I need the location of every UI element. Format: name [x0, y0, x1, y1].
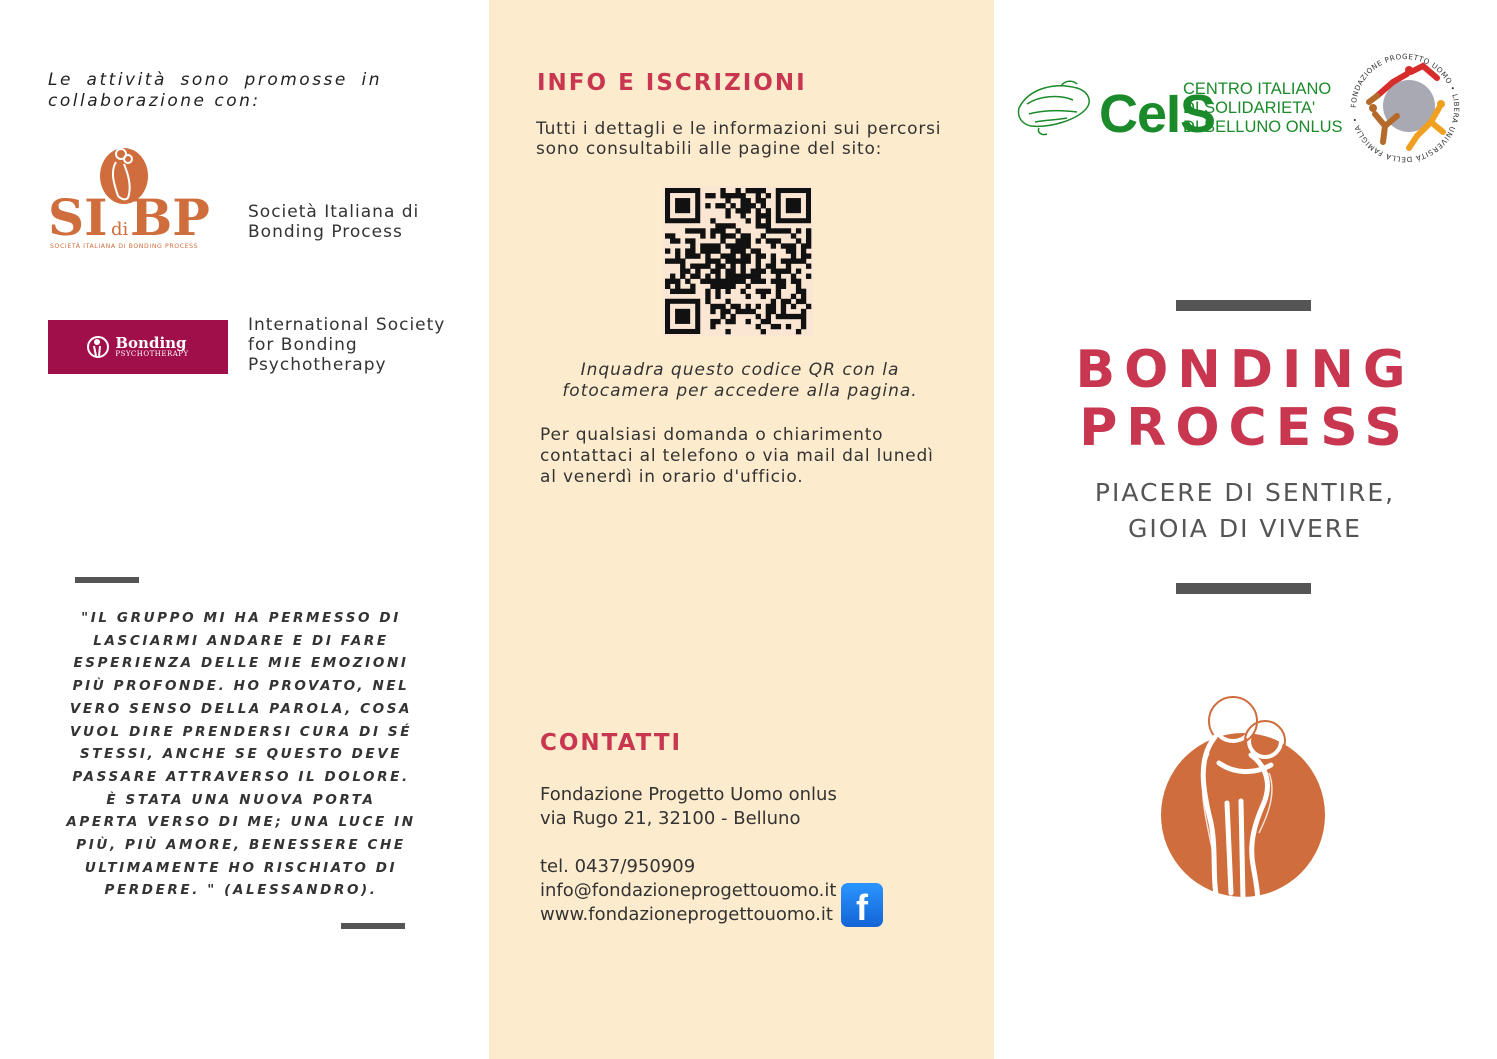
- left-panel: [0, 0, 489, 1059]
- svg-text:CeIS: CeIS: [1099, 84, 1216, 144]
- cels-logo: [1015, 74, 1343, 144]
- qr-code-image: [663, 186, 813, 336]
- subtitle-line2: GIOIA DI VIVERE: [1128, 514, 1362, 543]
- svg-text:SI: SI: [48, 188, 108, 247]
- bonding-mark-icon: [87, 334, 109, 360]
- quote-bottom-dash: [341, 923, 405, 929]
- title-top-bar: [1176, 300, 1311, 311]
- main-title-line1: BONDING: [1075, 340, 1415, 400]
- quote-top-dash: [75, 577, 139, 583]
- svg-text:SOCIETÀ ITALIANA DI BONDING PR: SOCIETÀ ITALIANA DI BONDING PROCESS: [50, 243, 199, 250]
- main-title-line2: PROCESS: [1079, 398, 1411, 458]
- qr-code[interactable]: [663, 186, 813, 336]
- facebook-icon[interactable]: [841, 883, 883, 927]
- facebook-glyph: f: [856, 887, 868, 928]
- org-name: Fondazione Progetto Uomo onlus: [540, 784, 837, 805]
- contact-note: Per qualsiasi domanda o chiarimento contattaci al telefono o via mail dal lunedì al venerdì in orario d'ufficio.: [540, 425, 934, 487]
- website-link[interactable]: www.fondazioneprogettouomo.it: [540, 904, 833, 925]
- svg-text:DI SOLIDARIETA': DI SOLIDARIETA': [1183, 99, 1316, 117]
- bonding-logo-line1: Bonding: [115, 334, 187, 352]
- qr-caption: Inquadra questo codice QR con la fotocamera per accedere alla pagina.: [562, 360, 918, 401]
- testimonial-quote: "IL GRUPPO MI HA PERMESSO DI LASCIARMI ANDARE E DI FARE ESPERIENZA DELLE MIE EMOZIONI PIÙ PROFONDE. HO PROVATO, NEL VERO SENSO DELLA PAROLA, COSA VUOL DIRE PRENDERSI CURA DI SÉ STESSI, ANCHE SE QUESTO DEVE PASSARE ATTRAVERSO IL DOLORE. È STATA UNA NUOVA PORTA APERTA VERSO DI ME; UNA LUCE IN PIÙ, PIÙ AMORE, BENESSERE CHE ULTIMAMENTE HO RISCHIATO DI PERDERE. " (ALESSANDRO).: [66, 610, 416, 899]
- fondazione-progetto-uomo-logo: [1347, 52, 1463, 164]
- svg-text:CENTRO ITALIANO: CENTRO ITALIANO: [1183, 80, 1332, 98]
- email-link[interactable]: info@fondazioneprogettouomo.it: [540, 880, 837, 901]
- svg-text:BP: BP: [130, 188, 210, 247]
- intro-text: Le attività sono promosse in collaborazione con:: [48, 70, 382, 111]
- subtitle-line1: PIACERE DI SENTIRE,: [1094, 478, 1396, 507]
- sidibp-name: Società Italiana di Bonding Process: [248, 202, 420, 242]
- info-title: INFO E ISCRIZIONI: [537, 70, 807, 96]
- ibp-name: International Society for Bonding Psychotherapy: [248, 315, 446, 375]
- title-bottom-bar: [1176, 583, 1311, 594]
- info-text: Tutti i dettagli e le informazioni sui percorsi sono consultabili alle pagine del sito:: [536, 119, 942, 159]
- bonding-logo-line2: PSYCHOTHERAPY: [115, 350, 189, 358]
- bonding-process-emblem: [1153, 693, 1333, 931]
- bonding-psychotherapy-logo: [48, 320, 228, 374]
- address: via Rugo 21, 32100 - Belluno: [540, 808, 801, 829]
- sidibp-logo: [48, 142, 228, 252]
- contacts-title: CONTATTI: [540, 730, 683, 756]
- phone[interactable]: tel. 0437/950909: [540, 856, 696, 877]
- svg-text:FONDAZIONE PROGETTO UOMO • LIB: FONDAZIONE PROGETTO UOMO • LIBERA UNIVERSITÀ DELLA FAMIGLIA •: [1348, 52, 1462, 164]
- svg-text:DI BELLUNO ONLUS: DI BELLUNO ONLUS: [1183, 118, 1343, 136]
- svg-text:di: di: [111, 219, 129, 240]
